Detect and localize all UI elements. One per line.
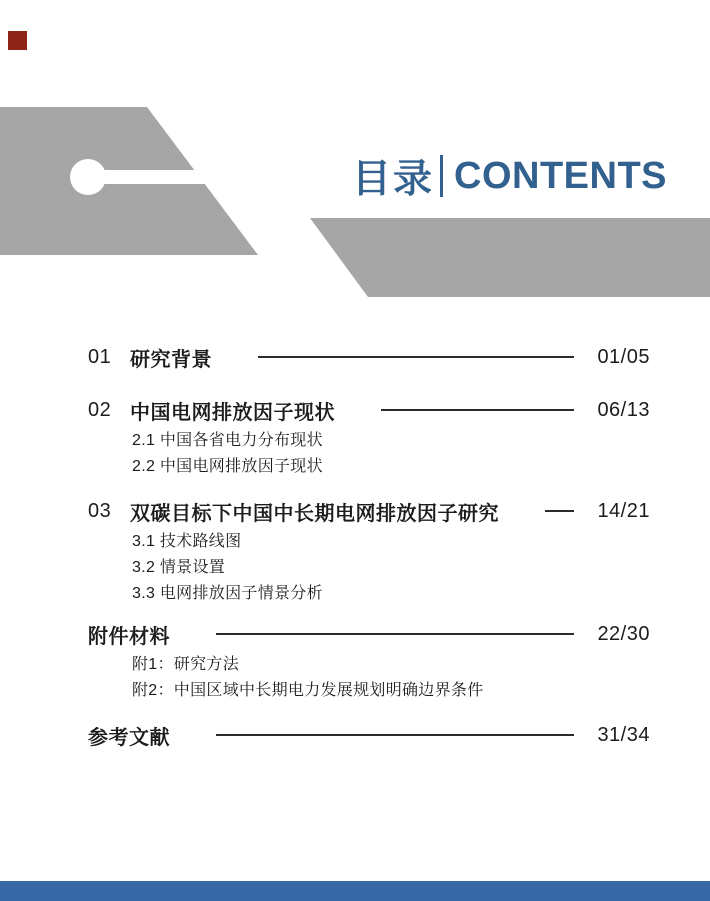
toc-entry — [88, 498, 650, 607]
toc-entry — [88, 621, 650, 704]
toc-subitem: 2.1 中国各省电力分布现状 — [132, 432, 323, 449]
toc-row — [88, 722, 650, 748]
chapter-number: 02 — [88, 398, 112, 421]
toc-subitem: 附2：中国区域中长期电力发展规划明确边界条件 — [132, 682, 484, 699]
toc-entry — [88, 344, 650, 370]
toc-subitem: 3.1 技术路线图 — [132, 533, 242, 550]
leader-line — [545, 510, 574, 512]
toc-sub-list — [132, 529, 650, 607]
toc-row — [88, 344, 650, 370]
toc-row — [88, 498, 650, 524]
leader-line — [258, 356, 574, 358]
leader-line — [216, 633, 574, 635]
chapter-number: 01 — [88, 345, 112, 368]
leader-line — [381, 409, 574, 411]
chapter-title: 中国电网排放因子现状 — [130, 401, 335, 424]
toc-row — [88, 397, 650, 423]
page-range: 22/30 — [597, 622, 650, 645]
title-english: CONTENTS — [454, 154, 668, 197]
toc-subitem: 3.3 电网排放因子情景分析 — [132, 585, 323, 602]
toc-sub-list — [132, 428, 650, 480]
page-range: 06/13 — [597, 398, 650, 421]
table-of-contents — [88, 0, 650, 800]
chapter-title: 研究背景 — [130, 348, 212, 371]
leader-line — [216, 734, 574, 736]
toc-sub-list — [132, 652, 650, 704]
toc-subitem: 2.2 中国电网排放因子现状 — [132, 458, 323, 475]
chapter-title: 参考文献 — [88, 726, 170, 749]
footer-bar — [0, 881, 710, 901]
toc-subitem: 附1：研究方法 — [132, 656, 239, 673]
chapter-title: 附件材料 — [88, 625, 170, 648]
title-chinese: 目录 — [352, 158, 435, 201]
toc-subitem: 3.2 情景设置 — [132, 559, 226, 576]
chapter-number: 03 — [88, 499, 112, 522]
toc-entry — [88, 397, 650, 480]
chapter-title: 双碳目标下中国中长期电网排放因子研究 — [130, 502, 499, 525]
page-range: 31/34 — [597, 723, 650, 746]
page-range: 01/05 — [597, 345, 650, 368]
page-range: 14/21 — [597, 499, 650, 522]
toc-row — [88, 621, 650, 647]
toc-entry — [88, 722, 650, 748]
